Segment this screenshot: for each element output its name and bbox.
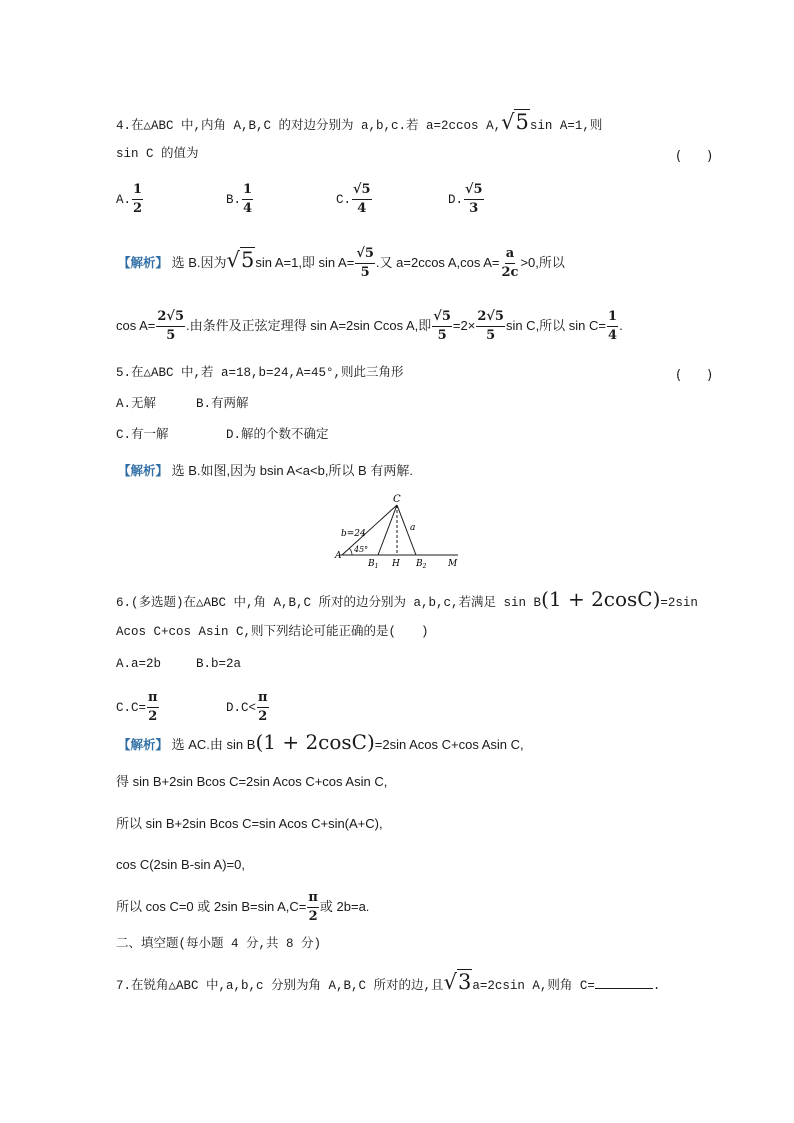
answer-blank[interactable]	[595, 976, 653, 989]
q6-solution-line3: 所以 sin B+2sin Bcos C=sin Acos C+sin(A+C),	[116, 816, 383, 831]
q6-solution-line5: 所以 cos C=0 或 2sin B=sin A,C= $\frac{\pi}{2}$ 或 2b=a.	[116, 890, 370, 924]
q4-solution-line1: 【解析】 选 B.因为√5sin A=1,即 sin A= $\frac{√5}{5}$ .又 a=2ccos A,cos A= $\frac{a}{2c}$ >0,所以	[118, 246, 565, 280]
q4-solution-line2: cos A= $\frac{2√5}{5}$ .由条件及正弦定理得 sin A=2sin Ccos A,即 $\frac{√5}{5}$ =2× $\frac{2√5}{5}$ sin C,所以 sin C= $\frac{1}{4}$ .	[116, 309, 623, 343]
q5-option-c: C.有一解	[116, 428, 169, 442]
q4-option-c: C. $\frac{√5}{4}$	[336, 182, 371, 216]
q6-solution-line2: 得 sin B+2sin Bcos C=2sin Acos C+cos Asin C,	[116, 774, 388, 789]
q6-stem-line2: Acos C+cos Asin C,则下列结论可能正确的是( )	[116, 625, 429, 639]
q6-option-a: A.a=2b	[116, 657, 162, 671]
solution-tag: 【解析】	[118, 254, 169, 270]
label-a: a	[410, 523, 416, 533]
q6-option-d: D.C< $\frac{\pi}{2}$	[226, 690, 268, 724]
q4-stem-line2: sin C 的值为	[116, 147, 199, 161]
label-m: M	[448, 559, 458, 569]
label-h: H	[392, 559, 400, 569]
section-fill-blank-heading: 二、填空题(每小题 4 分,共 8 分)	[116, 937, 322, 951]
q5-stem: 5.在△ABC 中,若 a=18,b=24,A=45°,则此三角形	[116, 366, 404, 380]
q4-option-b: B. $\frac{1}{4}$	[226, 182, 253, 216]
label-b1: $B_1$	[368, 559, 379, 570]
angle-arc	[350, 549, 353, 556]
q4-answer-bracket: ( )	[676, 149, 713, 164]
q5-answer-bracket: ( )	[676, 368, 713, 383]
q6-option-b: B.b=2a	[196, 657, 242, 671]
solution-tag: 【解析】	[118, 463, 169, 478]
q5-option-d: D.解的个数不确定	[226, 428, 329, 442]
q4-option-a: A. $\frac{1}{2}$	[116, 182, 143, 216]
triangle-figure	[330, 490, 470, 572]
sqrt5-radical: √5	[501, 110, 529, 134]
label-c: C	[393, 494, 401, 505]
q5-option-b: B.有两解	[196, 397, 249, 411]
q6-solution-line4: cos C(2sin B-sin A)=0,	[116, 857, 245, 872]
side-a-b1	[378, 505, 397, 555]
paren-expression: (1 + 2cosC)	[541, 587, 661, 611]
label-b2: $B_2$	[416, 559, 427, 570]
q4-stem-line1: 4.在△ABC 中,内角 A,B,C 的对边分别为 a,b,c.若 a=2ccos A,√5sin A=1,则	[116, 110, 603, 134]
q7-stem: 7.在锐角△ABC 中,a,b,c 分别为角 A,B,C 所对的边,且√3a=2csin A,则角 C= .	[116, 970, 661, 994]
sqrt3-radical: √3	[443, 970, 472, 994]
q5-option-a: A.无解	[116, 397, 157, 411]
label-angle: 45°	[354, 545, 369, 554]
label-b24: b=24	[341, 529, 366, 539]
q4-option-d: D. $\frac{√5}{3}$	[448, 182, 483, 216]
label-A: A	[335, 551, 342, 561]
solution-tag: 【解析】	[118, 737, 169, 752]
q6-stem-line1: 6.(多选题)在△ABC 中,角 A,B,C 所对的边分别为 a,b,c,若满足 sin B(1 + 2cosC)=2sin	[116, 587, 698, 611]
q5-solution: 【解析】 选 B.如图,因为 bsin A<a<b,所以 B 有两解.	[118, 463, 413, 478]
q6-option-c: C.C= $\frac{\pi}{2}$	[116, 690, 158, 724]
q4-stem-text: 4.在△ABC 中,内角 A,B,C 的对边分别为 a,b,c.若 a=2ccos A,	[116, 119, 502, 133]
q6-solution-line1: 【解析】 选 AC.由 sin B(1 + 2cosC)=2sin Acos C+cos Asin C,	[118, 730, 524, 754]
